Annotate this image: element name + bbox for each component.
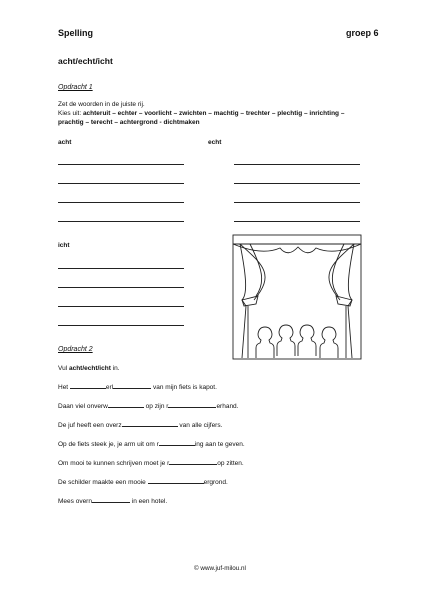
sentence-text: Op de fiets steek je, je arm uit om r — [58, 441, 159, 448]
answer-line-echt[interactable] — [234, 183, 360, 184]
sentence-text: op zijn r — [143, 403, 169, 410]
column-label-echt: echt — [208, 139, 222, 146]
sentence-text: van mijn fiets is kapot. — [151, 384, 217, 391]
sentence-text: op zitten. — [217, 460, 244, 467]
opdracht1-title: Opdracht 1 — [58, 84, 93, 91]
answer-line-acht[interactable] — [58, 183, 184, 184]
answer-line-icht[interactable] — [58, 268, 184, 269]
sentence-text: erl — [105, 384, 114, 391]
fill-in-blank[interactable] — [159, 439, 195, 446]
sentence-text: De juf heeft een overz — [58, 422, 122, 429]
sentence-text: ergrond. — [203, 479, 228, 486]
subject-title: Spelling — [58, 28, 94, 38]
theater-stage-illustration — [232, 234, 364, 362]
answer-line-acht[interactable] — [58, 202, 184, 203]
sentence-text: erhand. — [216, 403, 239, 410]
column-label-acht: acht — [58, 139, 72, 146]
fill-in-blank[interactable] — [70, 382, 106, 389]
footer-copyright[interactable]: © www.juf-milou.nl — [194, 565, 246, 572]
exercise-sentence-5 — [58, 458, 244, 467]
instr-pre: Vul — [58, 365, 69, 372]
answer-line-icht[interactable] — [58, 287, 184, 288]
answer-line-acht[interactable] — [58, 221, 184, 222]
exercise-sentence-7 — [58, 496, 167, 505]
answer-line-echt[interactable] — [234, 164, 360, 165]
exercise-sentence-2 — [58, 401, 238, 410]
opdracht2-title: Opdracht 2 — [58, 346, 93, 353]
sentence-text: van alle cijfers. — [177, 422, 223, 429]
fill-in-blank[interactable] — [108, 401, 144, 408]
exercise-sentence-4 — [58, 439, 245, 448]
fill-in-blank[interactable] — [168, 401, 216, 408]
exercise-sentence-3 — [58, 420, 222, 429]
fill-in-blank[interactable] — [122, 420, 178, 427]
topic-title: acht/echt/icht — [58, 56, 113, 66]
sentence-text: in een hotel. — [129, 498, 168, 505]
instr-bold: acht/echt/icht — [68, 365, 111, 372]
fill-in-blank[interactable] — [148, 477, 204, 484]
exercise-sentence-6 — [58, 477, 228, 486]
kies-prefix: Kies uit: — [58, 110, 83, 117]
opdracht1-instruction: Zet de woorden in de juiste rij. — [58, 101, 145, 108]
audience-heads — [256, 325, 338, 358]
answer-line-acht[interactable] — [58, 164, 184, 165]
fill-in-blank[interactable] — [113, 382, 151, 389]
sentence-text: Mees overn — [58, 498, 92, 505]
exercise-sentence-1 — [58, 382, 217, 391]
answer-line-icht[interactable] — [58, 306, 184, 307]
word-list-line1 — [58, 109, 344, 118]
sentence-text: Daan viel onverw — [58, 403, 108, 410]
sentence-text: De schilder maakte een mooie — [58, 479, 148, 486]
sentence-text: Het — [58, 384, 70, 391]
fill-in-blank[interactable] — [169, 458, 217, 465]
grade-label: groep 6 — [346, 28, 379, 38]
instr-post: in. — [110, 365, 120, 372]
column-label-icht: icht — [58, 242, 70, 249]
opdracht2-instruction — [58, 364, 120, 373]
word-list-part1: achteruit – echter – voorlicht – zwichten – machtig – trechter – plechtig – inrichting – — [82, 110, 345, 117]
word-list-line2: prachtig – terecht – achtergrond - dichtmaken — [58, 119, 200, 126]
answer-line-echt[interactable] — [234, 221, 360, 222]
answer-line-icht[interactable] — [58, 325, 184, 326]
sentence-text: ing aan te geven. — [194, 441, 245, 448]
fill-in-blank[interactable] — [92, 496, 130, 503]
sentence-text: Om mooi te kunnen schrijven moet je r — [58, 460, 170, 467]
answer-line-echt[interactable] — [234, 202, 360, 203]
